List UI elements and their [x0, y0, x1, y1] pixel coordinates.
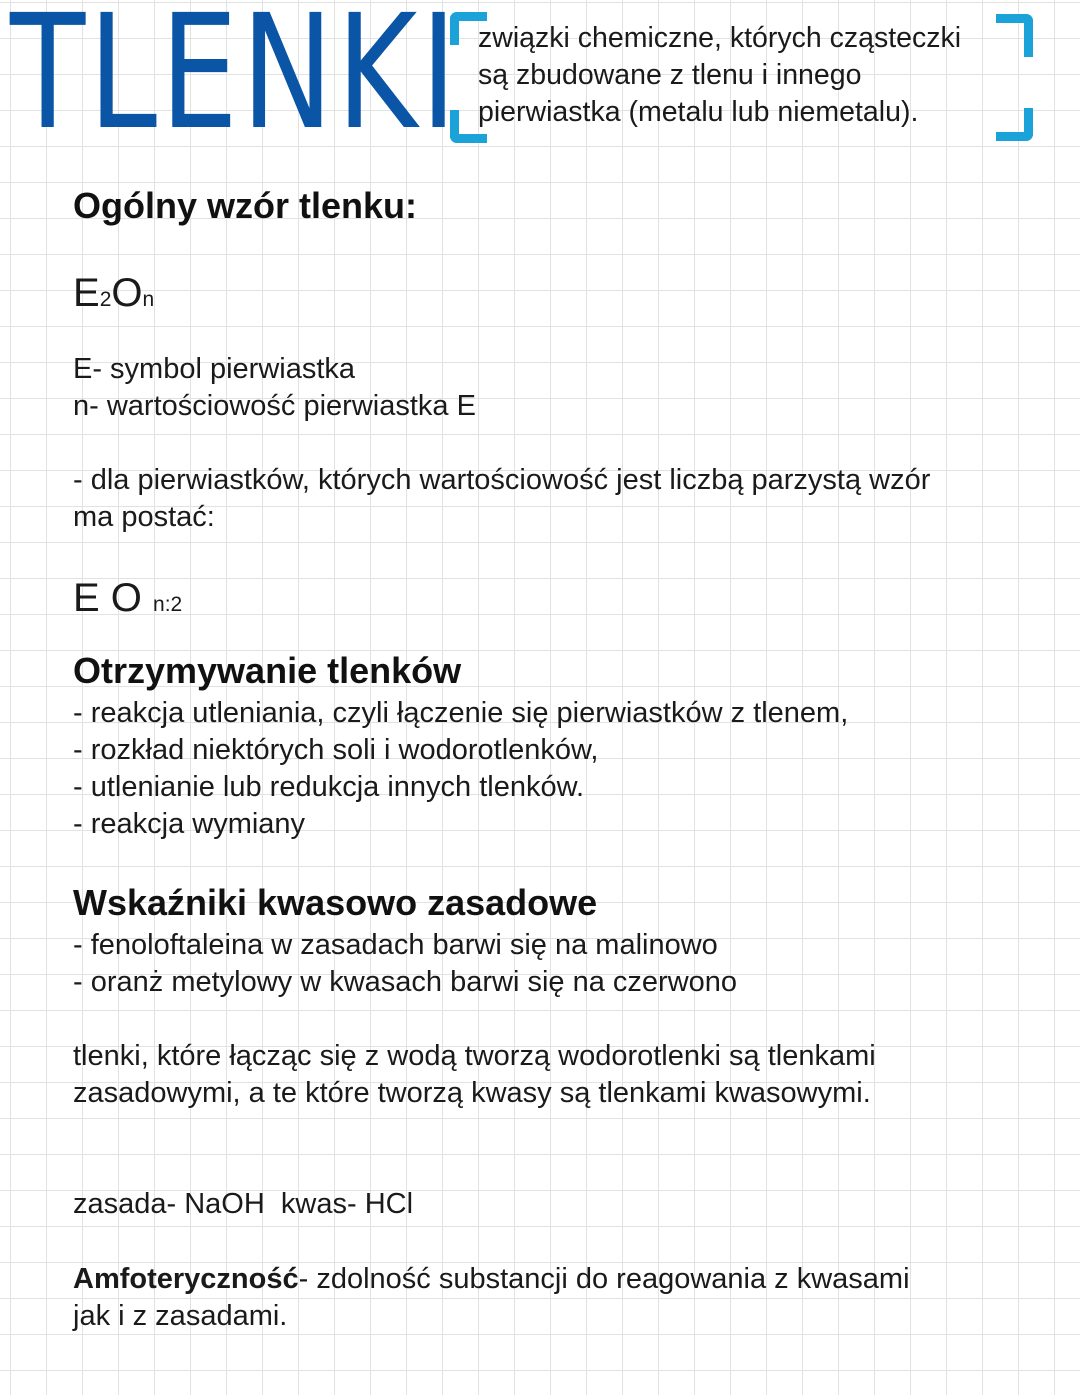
examples-line: zasada- NaOH kwas- HCl: [73, 1188, 414, 1220]
formula-subscript-2: 2: [99, 288, 112, 311]
general-formula-heading: Ogólny wzór tlenku:: [73, 185, 418, 226]
definition-text: [478, 20, 1038, 131]
oxides-note-line-1: tlenki, które łącząc się z wodą tworzą wodorotlenki są tlenkami: [73, 1040, 876, 1072]
even-valence-formula: [73, 576, 182, 627]
even-valence-note-line-1: - dla pierwiastków, których wartościowość jest liczbą parzystą wzór: [73, 464, 931, 496]
even-valence-note-line-2: ma postać:: [73, 501, 215, 533]
oxides-note-line-2: zasadowymi, a te które tworzą kwasy są tlenkami kwasowymi.: [73, 1077, 871, 1109]
formula-symbol-e: E: [73, 271, 100, 315]
amphoteric-line-2: jak i z zasadami.: [73, 1300, 288, 1332]
amphoteric-line-1: [73, 1261, 910, 1298]
formula-subscript-n: n: [142, 288, 155, 311]
definition-line-3: pierwiastka (metalu lub niemetalu).: [478, 96, 919, 128]
definition-line-1: związki chemiczne, których cząsteczki: [478, 22, 962, 54]
formula2-subscript: n:2: [153, 593, 183, 616]
legend-e: E- symbol pierwiastka: [73, 353, 356, 385]
page-title: TLENKI: [10, 0, 460, 165]
indicator-item: - oranż metylowy w kwasach barwi się na czerwono: [73, 966, 738, 998]
general-formula: [73, 271, 154, 322]
indicators-heading: Wskaźniki kwasowo zasadowe: [73, 882, 598, 923]
formula-symbol-o: O: [111, 271, 143, 315]
formula2-main: E O: [73, 576, 142, 620]
obtaining-item: - reakcja wymiany: [73, 808, 306, 840]
amphoteric-definition: - zdolność substancji do reagowania z kwasami: [298, 1263, 910, 1295]
obtaining-heading: Otrzymywanie tlenków: [73, 650, 462, 691]
obtaining-item: - utlenianie lub redukcja innych tlenków.: [73, 771, 585, 803]
obtaining-item: - rozkład niektórych soli i wodorotlenków,: [73, 734, 599, 766]
indicator-item: - fenoloftaleina w zasadach barwi się na malinowo: [73, 929, 718, 961]
amphoteric-term: Amfoteryczność: [73, 1263, 299, 1295]
obtaining-item: - reakcja utleniania, czyli łączenie się pierwiastków z tlenem,: [73, 697, 849, 729]
definition-line-2: są zbudowane z tlenu i innego: [478, 59, 862, 91]
legend-n: n- wartościowość pierwiastka E: [73, 390, 476, 422]
